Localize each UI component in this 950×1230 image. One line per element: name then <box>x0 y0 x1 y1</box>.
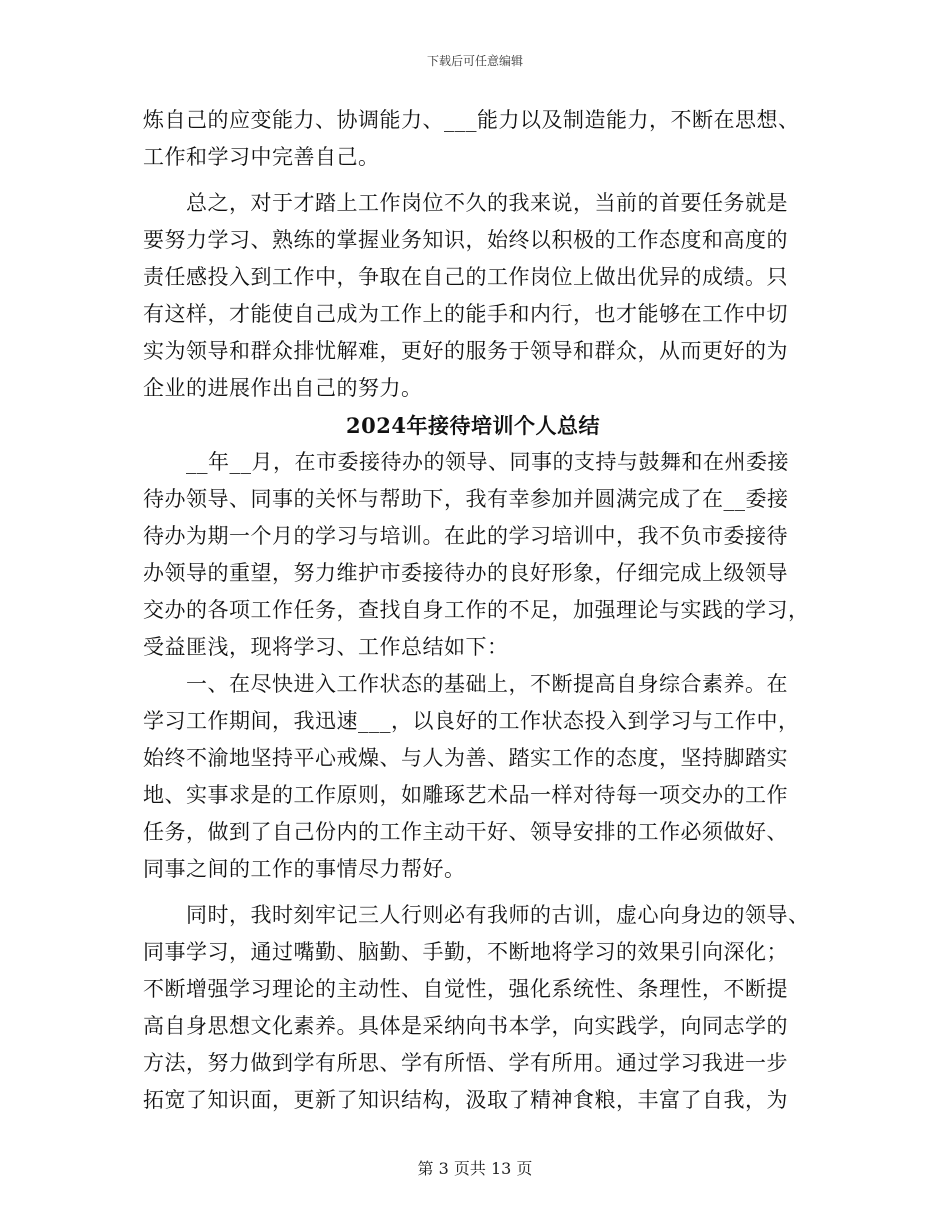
text-line: 受益匪浅，现将学习、工作总结如下： <box>143 635 509 659</box>
text-line: 有这样，才能使自己成为工作上的能手和内行，也才能够在工作中切 <box>143 302 788 326</box>
text-line: 同事之间的工作的事情尽力帮好。 <box>143 857 466 881</box>
text-line: 任务，做到了自己份内的工作主动干好、领导安排的工作必须做好、 <box>143 820 788 844</box>
text-line: 交办的各项工作任务，查找自身工作的不足，加强理论与实践的学习， <box>143 598 810 622</box>
text-line: 实为领导和群众排忧解难，更好的服务于领导和群众，从而更好的为 <box>143 339 788 363</box>
document-body <box>143 102 810 1119</box>
text-line: 待办领导、同事的关怀与帮助下，我有幸参加并圆满完成了在__委接 <box>143 487 789 511</box>
text-line: 待办为期一个月的学习与培训。在此的学习培训中，我不负市委接待 <box>143 524 788 548</box>
paragraph-start: __年__月，在市委接待办的领导、同事的支持与鼓舞和在州委接 <box>143 450 789 474</box>
text-line: 不断增强学习理论的主动性、自觉性，强化系统性、条理性，不断提 <box>143 977 788 1001</box>
text-line: 工作和学习中完善自己。 <box>143 145 380 169</box>
text-line: 企业的进展作出自己的努力。 <box>143 376 423 400</box>
text-line: 始终不渝地坚持平心戒燥、与人为善、踏实工作的态度，坚持脚踏实 <box>143 746 788 770</box>
page-header: 下载后可任意编辑 <box>426 54 523 68</box>
paragraph-start: 总之，对于才踏上工作岗位不久的我来说，当前的首要任务就是 <box>143 191 788 215</box>
text-line: 学习工作期间，我迅速___，以良好的工作状态投入到学习与工作中， <box>143 709 800 733</box>
text-line: 地、实事求是的工作原则，如雕琢艺术品一样对待每一项交办的工作 <box>143 783 788 807</box>
text-line: 炼自己的应变能力、协调能力、___能力以及制造能力，不断在思想、 <box>143 108 800 132</box>
text-line: 办领导的重望，努力维护市委接待办的良好形象，仔细完成上级领导 <box>143 561 788 585</box>
text-line: 方法，努力做到学有所思、学有所悟、学有所用。通过学习我进一步 <box>143 1051 788 1075</box>
page-number-footer: 第 3 页共 13 页 <box>417 1159 533 1178</box>
text-line: 拓宽了知识面，更新了知识结构，汲取了精神食粮，丰富了自我，为 <box>143 1088 788 1112</box>
text-line: 要努力学习、熟练的掌握业务知识，始终以积极的工作态度和高度的 <box>143 228 788 252</box>
text-line: 责任感投入到工作中，争取在自己的工作岗位上做出优异的成绩。只 <box>143 265 788 289</box>
paragraph-start: 同时，我时刻牢记三人行则必有我师的古训，虚心向身边的领导、 <box>143 903 810 927</box>
text-line: 高自身思想文化素养。具体是采纳向书本学，向实践学，向同志学的 <box>143 1014 788 1038</box>
paragraph-start: 一、在尽快进入工作状态的基础上，不断提高自身综合素养。在 <box>143 672 788 696</box>
text-line: 同事学习，通过嘴勤、脑勤、手勤，不断地将学习的效果引向深化； <box>143 940 788 964</box>
section-title: 2024年接待培训个人总结 <box>346 413 600 438</box>
